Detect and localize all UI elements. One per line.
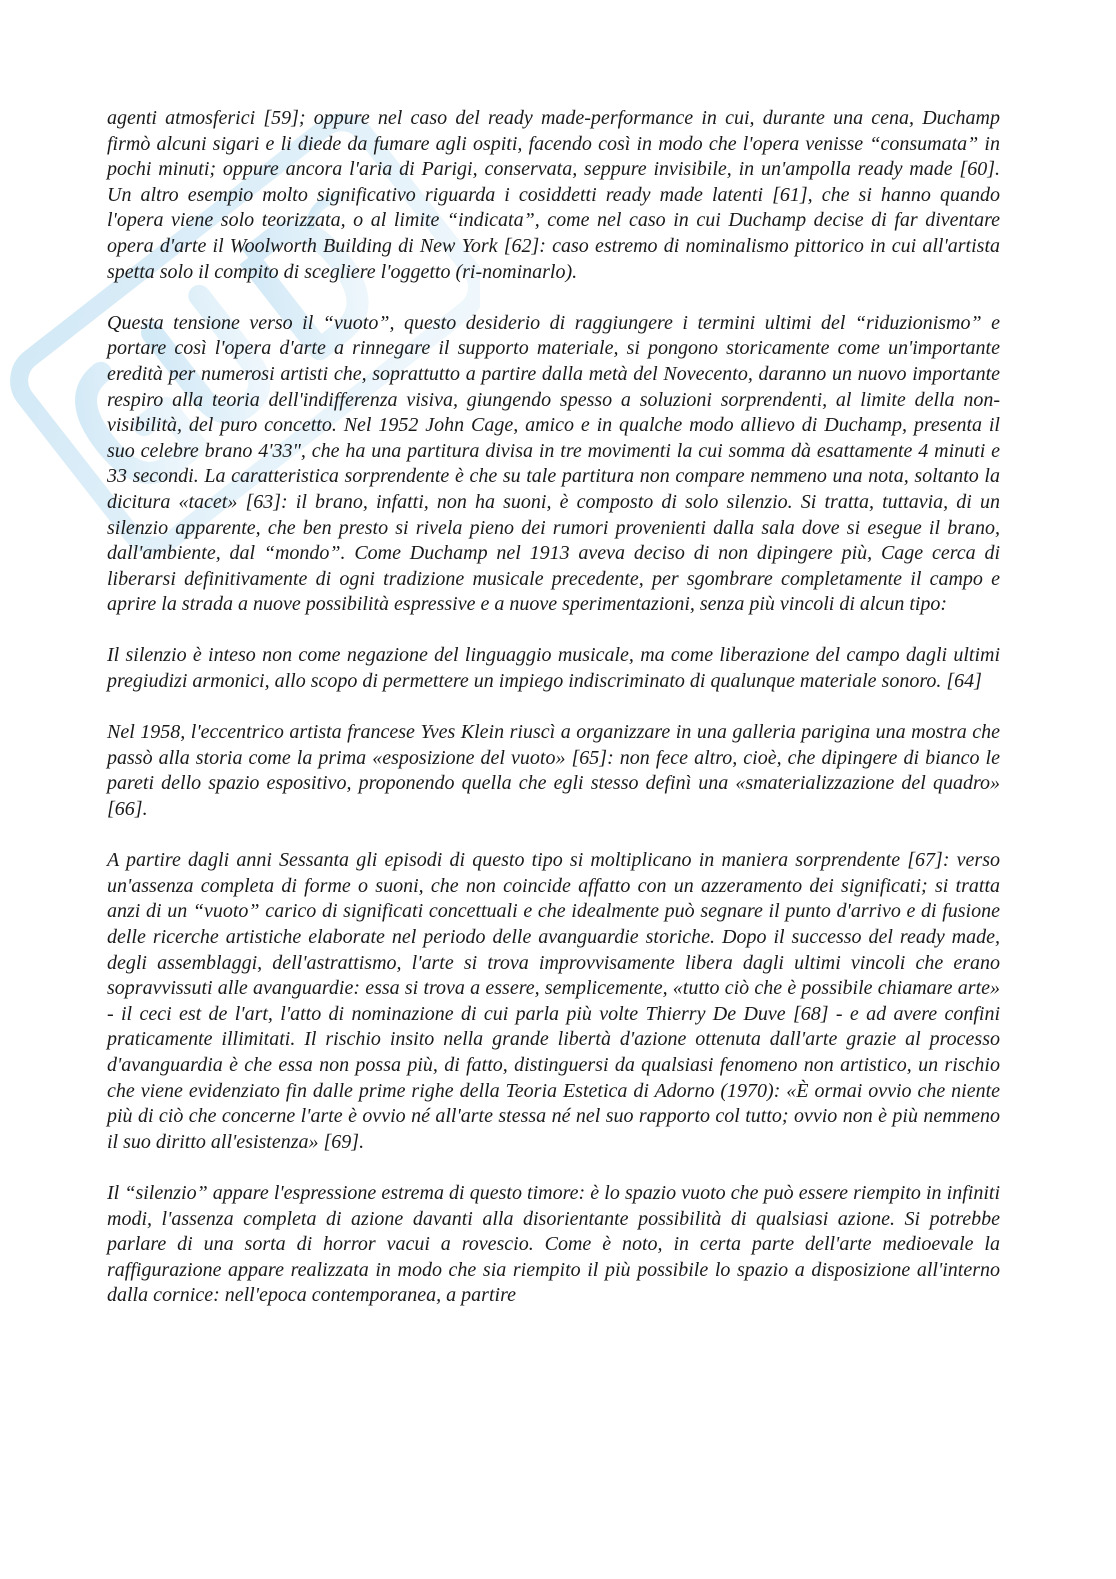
paragraph: Questa tensione verso il “vuoto”, questo desiderio di raggiungere i termini ultimi del “riduzionismo” e portare così l'opera d'arte a rinnegare il supporto materiale, si pongono storicamente come un'importante eredità per numerosi artisti che, soprattutto a partire dalla metà del Novecento, daranno un nuovo importante respiro alla teoria dell'indifferenza visiva, giungendo spesso a soluzioni sorprendenti, al limite della non-visibilità, del puro concetto. Nel 1952 John Cage, amico e in qualche modo allievo di Duchamp, presenta il suo celebre brano 4'33", che ha una partitura divisa in tre movimenti la cui somma dà esattamente 4 minuti e 33 secondi. La caratteristica sorprendente è che su tale partitura non compare nemmeno una nota, soltanto la dicitura «tacet» [63]: il brano, infatti, non ha suoni, è composto di solo silenzio. Si tratta, tuttavia, di un silenzio apparente, che ben presto si rivela pieno dei rumori provenienti dalla sala dove si esegue il brano, dall'ambiente, dal “mondo”. Come Duchamp nel 1913 aveva deciso di non dipingere più, Cage cerca di liberarsi definitivamente di ogni tradizione musicale precedente, per sgombrare completamente il campo e aprire la strada a nuove possibilità espressive e a nuove sperimentazioni, senza più vincoli di alcun tipo: — [107, 311, 1000, 616]
paragraph: A partire dagli anni Sessanta gli episodi di questo tipo si moltiplicano in maniera sorprendente [67]: verso un'assenza completa di forme o suoni, che non coincide affatto con un azzeramento dei significati; si tratta anzi di un “vuoto” carico di significati concettuali e che idealmente può segnare il punto d'arrivo e di fusione delle ricerche artistiche elaborate nel periodo delle avanguardie storiche. Dopo il successo del ready made, degli assemblaggi, dell'astrattismo, l'arte si trova improvvisamente libera dagli ultimi vincoli che erano sopravvissuti alle avanguardie: essa si trova a essere, semplicemente, «tutto ciò che è possibile chiamare arte» - il ceci est de l'art, l'atto di nominazione di cui parla più volte Thierry De Duve [68] - e ad avere confini praticamente illimitati. Il rischio insito nella grande libertà d'azione ottenuta dall'arte grazie al processo d'avanguardia è che essa non possa più, di fatto, distinguersi da qualsiasi fenomeno non artistico, un rischio che viene evidenziato fin dalle prime righe della Teoria Estetica di Adorno (1970): «È ormai ovvio che niente più di ciò che concerne l'arte è ovvio né all'arte stessa né nel suo rapporto col tutto; ovvio non è più nemmeno il suo diritto all'esistenza» [69]. — [107, 849, 1000, 1153]
document-body — [107, 106, 1000, 1335]
quote-paragraph: Il silenzio è inteso non come negazione del linguaggio musicale, ma come liberazione del campo dagli ultimi pregiudizi armonici, allo scopo di permettere un impiego indiscriminato di qualunque materiale sonoro. [64] — [107, 644, 1000, 693]
paragraph: agenti atmosferici [59]; oppure nel caso del ready made-performance in cui, durante una cena, Duchamp firmò alcuni sigari e li diede da fumare agli ospiti, facendo così in modo che l'opera venisse “consumata” in pochi minuti; oppure ancora l'aria di Parigi, conservata, seppure invisibile, in un'ampolla ready made [60]. Un altro esempio molto significativo riguarda i cosiddetti ready made latenti [61], che si hanno quando l'opera viene solo teorizzata, o al limite “indicata”, come nel caso in cui Duchamp decise di far diventare opera d'arte il Woolworth Building di New York [62]: caso estremo di nominalismo pittorico in cui all'artista spetta solo il compito di scegliere l'oggetto (ri-nominarlo). — [107, 107, 1000, 283]
paragraph: Il “silenzio” appare l'espressione estrema di questo timore: è lo spazio vuoto che può essere riempito in infiniti modi, l'assenza completa di azione davanti alla disorientante possibilità di qualsiasi azione. Si potrebbe parlare di una sorta di horror vacui a rovescio. Come è noto, in certa parte dell'arte medioevale la raffigurazione appare realizzata in modo che sia riempito il più possibile lo spazio a disposizione all'interno dalla cornice: nell'epoca contemporanea, a partire — [107, 1181, 1000, 1307]
paragraph: Nel 1958, l'eccentrico artista francese Yves Klein riuscì a organizzare in una galleria parigina una mostra che passò alla storia come la prima «esposizione del vuoto» [65]: non fece altro, cioè, che dipingere di bianco le pareti dello spazio espositivo, proponendo quella che egli stesso definì una «smaterializzazione del quadro» [66]. — [107, 721, 1000, 821]
